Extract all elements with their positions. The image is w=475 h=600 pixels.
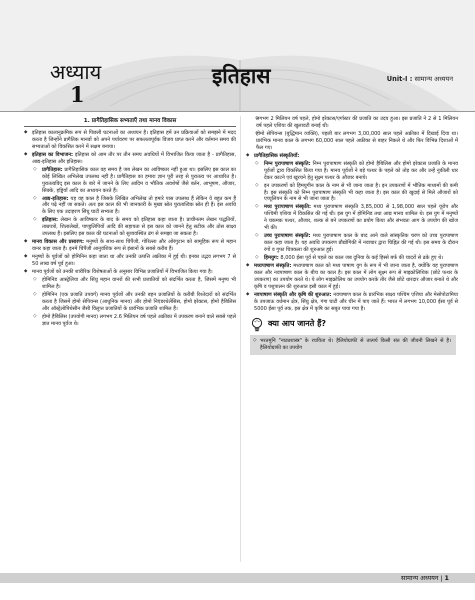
header-rule [0,111,475,112]
left-column [24,116,236,329]
list-item: ◆ मानव विकास और प्रसारण: मनुष्यों के साथ-साथ चिंपैंजी, गोरिल्ला और ओरंगुटान को सामूहिक रूप से महान वानर कहा जाता है। इनमें चिंपैंजी आनुवंशिक रूप से इंसानों के सबसे करीब हैं। [24,239,236,253]
chapter-label: अध्याय [50,60,102,84]
sub-item: ◇ उच्च पुरापाषाण संस्कृति: मध्य पुरापाषाण काल के बाद आने वाले सांस्कृतिक चरण को उच्च पुरापाषाण काल कहा जाता है। यह अवधि उपकरण प्रौद्योगिकी में नवाचार द्वारा चिह्नित की गई थी। इस समय के दौरान रंगों व गुफा चित्रकला की शुरुआत हुई। [246,233,458,254]
sub-item: ◇ निम्न पुरापाषाण संस्कृति: निम्न पुरापाषाण संस्कृति को होमो हैबिलिस और होमो इरेक्टस प्रजाति के मानव पूर्वजों द्वारा विकसित किया गया है। मानव पूर्वजों ने बड़े पत्थर के पहले को तोड़ कर और उन्हें नुकीली धार देकर काटने एवं खुरचने हेतु सूक्ष्म पत्थर के औजार बनाये। [246,161,458,182]
sub-item: ◇ होमिनिड आस्ट्रेलिया और सिंधु महान वानरों की सभी प्रजातियों को संदर्भित करता है, जिसमें मनुष्य भी शामिल है। [24,277,236,291]
sub-item: ◇ इतिहास: लेखन के आविष्कार के बाद के समय को इतिहास कहा जाता है। प्राचीनतम लेखन पद्धतियों, ताम्रपत्रों, शिलालेखों, पाण्डुलिपियों आदि की सहायता से इस काल को जानने हेतु सटीक और ठोस साक्ष्य उपलब्ध हैं। इसलिए इस काल की घटनाओं को सुव्यवस्थित ढंग से समझा जा सकता है। [24,217,236,238]
sub-item: ◇ लगभग 2 मिलियन वर्ष पहले, होमो इरेक्टस/एर्गास्टर की प्रजाति का उदय हुआ। इस प्रजाति ने 2 से 1 मिलियन वर्ष पहले एशिया की खुलावटी बनाई थी। [246,116,458,130]
term: निम्न पुरापाषाण संस्कृति: [264,160,311,167]
lightbulb-icon [250,317,264,333]
column-divider [240,116,241,562]
list-item [246,153,458,160]
footer-text [401,573,449,583]
page-footer [0,566,475,586]
unit-label [387,74,453,83]
sub-item: ◇ प्रागैतिहास: प्रागैतिहासिक काल वह समय है जब लेखन का आविष्कार नहीं हुआ था। इसलिए इस काल का कोई लिखित अभिलेख उपलब्ध नहीं है। प्रागैतिहास का हमारा ज्ञान पूरी तरह से पुरातत्व पर आधारित है। पुरातत्वविद् इस काल के बारे में जानने के लिए आदिम व भौतिक अवशेषों जैसे बर्तन, आभूषण, औजार, सिक्के, हड्डियाँ आदि का अध्ययन करते हैं। [24,167,236,195]
term: इतिहास का विभाजन: [32,151,74,158]
sub-item: ◇ होमो हैबिलिस (उपयोगी मानव) लगभग 2.6 मिलियन वर्ष पहले अफ्रीका में उपकरण बनाने वाले सबसे पहले ज्ञात मानव पूर्वज थे। [24,314,236,328]
sub-item: ◇ हिमयुग: 8,000 ईसा पूर्व से पहले का काल जब दुनिया के कई हिस्से बर्फ की चादरों से ढके हुए थे। [246,255,458,262]
footer-label: सामान्य अध्ययन [401,574,439,582]
sub-item: ◇ आद्य-इतिहास: यह वह काल है जिसके लिखित अभिलेख तो हमारे पास उपलब्ध हैं लेकिन वे बहुत कम हैं और पढ़े नहीं जा सकते। अतः इस काल की भी जानकारी के मुख्य स्रोत पुरातात्विक स्रोत ही हैं। इस अवधि के लिए एक उदाहरण सिंधु घाटी सभ्यता है। [24,196,236,217]
sub-item: ◇ होमो सेपियन्स (बुद्धिमान व्यक्ति), पहली बार लगभग 3,00,000 साल पहले अफ्रीका में दिखाई दिया था। प्रारंभिक मानव काल के लगभग 60,000 साल पहले अफ्रीका से बाहर निकले थे और फिर विभिन्न दिशाओं में फैल गए। [246,131,458,152]
callout-body: ◇ भरतमुनि "नाट्यशास्त्र" के रचयिता थे। हैलियोग्राफी से तात्पर्य किसी संत की जीवनी लिखने से है। हैलियोग्राफी का उपयोग [250,335,456,355]
chapter-title: इतिहास [212,63,271,88]
callout-header [250,317,456,333]
chapter-header [0,0,475,112]
term: नवपाषाण संस्कृति और कृषि की शुरुआत: [254,291,332,298]
sub-item: ◇ होमिनिन (एक प्रजाति उपवर्ग) मानव पूर्वजों और उनकी बहन प्रजातियों के करीबी रिश्तेदारों को संदर्भित करता है जिसमें होमो सेपियन्स (आधुनिक मानव) और होमो निएंडरथेलेंसिस, होमो इरेक्टस, होमो हैबिलिस और ऑस्ट्रेलोपिथेसीन जैसी विलुप्त प्रजातियों के प्रारंभिक प्रजाति शामिल हैं। [24,292,236,313]
list-item: ◆ इतिहास कालानुक्रमिक रूप से पिछली घटनाओं का अध्ययन है। इतिहास हमें उन प्रक्रियाओं को समझने में मदद करता है जिन्होंने प्रागैतिक मानवों को अपने पर्यावरण पर सफलतापूर्वक विजय प्राप्त करने और वर्तमान समय की सभ्यताओं को विकसित करने में सक्षम बनाया। [24,130,236,151]
term: मध्य पुरापाषाण संस्कृति: [264,204,311,211]
callout-title: क्या आप जानते हैं? [268,319,326,329]
list-item: ◆ मध्यपाषाण संस्कृति: मध्यपाषाण काल को मध्य पाषाण युग के रूप में भी जाना जाता है, क्योंकि यह पुरापाषाण काल और नवपाषाण काल के बीच का काल है। इस काल में लोग सूक्ष्म रूप से माइक्रोलिथिक (छोटे पत्थर के उपकरण) का उपयोग करते थे। ये लोग माइक्रोलिथ का उपयोग करके तीर जैसे छोटे धारदार औजार बनाते थे और कृषि व पशुपालन की शुरुआत इसी काल में हुई। [246,263,458,291]
did-you-know-box [250,317,456,355]
unit-prefix: Unit-I : [386,75,413,83]
chapter-number: 1 [70,82,85,107]
term: आद्य-इतिहास: [42,195,69,202]
page-number: 1 [444,574,449,582]
footer-separator: | [438,574,445,582]
section-title: 1. प्रागैतिहासिक सभ्यताएँ तथा मानव विकास [24,116,236,127]
term: उच्च पुरापाषाण संस्कृति: [264,233,311,240]
list-item: ◆ इतिहास का विभाजन: इतिहास को आम तौर पर तीन समय अवधियों में विभाजित किया जाता है - प्रागैतिहास, आद्य-इतिहास और इतिहास। [24,152,236,166]
term: मानव विकास और प्रसारण: [32,239,84,246]
list-item: ◆ मनुष्यों के पूर्वजों को होमिनिन कहा जाता था और उनकी उत्पत्ति अफ्रीका में हुई थी। इनका उद्भव लगभग 7 से 50 लाख वर्ष पूर्व हुआ। [24,254,236,268]
term: प्रागैतिहासिक संस्कृतियाँ: [254,152,300,159]
unit-name: सामान्य अध्ययन [412,75,453,83]
list-item: ◆ मानव पूर्वजों को उनकी शारीरिक विशेषताओं के अनुसार विभिन्न प्रजातियों में विभाजित किया गया है। [24,269,236,276]
sub-item: ◇ इन उपकरणों को हिमयुगीन काल के नाम से भी जाना जाता है। इन उपकरणों में भौतिक माध्यमों की कमी है। इस संस्कृति को निम्न पुरापाषाण संस्कृति भी कहा जाता है। इस काल की खुदाई से मिले औजारों को एच्यूलियन के नाम से भी जाना जाता है। [246,183,458,204]
right-column [246,116,458,355]
term: प्रागैतिहास: [42,166,63,173]
term: मध्यपाषाण संस्कृति: [254,263,292,270]
term: इतिहास: [42,217,59,224]
sub-item: ◇ मध्य पुरापाषाण संस्कृति: मध्य पुरापाषाण संस्कृति 3,85,000 से 1,98,000 साल पहले यूरोप और पश्चिमी एशिया में विकसित की गई थी। इस युग में होमिनिड तथा आद्य मानव शामिल थे। इस युग में मनुष्यों ने चकमक पत्थर, औजार, शल्क से बने उपकरणों का प्रयोग किया और संभवतः आग के उपयोग की खोज भी की। [246,204,458,232]
term: हिमयुग: [264,255,279,262]
list-item: ◆ नवपाषाण संस्कृति और कृषि की शुरुआत: नवपाषाण काल के प्रारंभिक साक्ष्य पश्चिम एशिया और मेसोपोटामिया के उपजाऊ वर्धमान क्षेत्र, सिंधु क्षेत्र, गंगा घाटी और चीन में पाए जाते हैं। भारत में लगभग 10,000 ईसा पूर्व से 5000 ईसा पूर्व तक, इस क्षेत्र में कृषि का सबूत पाया गया है। [246,292,458,313]
